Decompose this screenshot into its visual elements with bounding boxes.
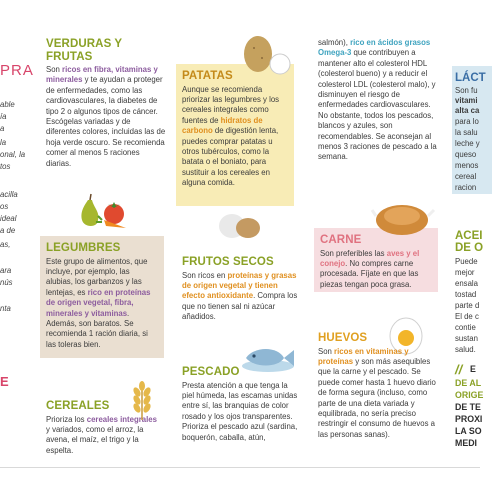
bottom-divider <box>0 467 480 468</box>
section-title: LEGUMBRES <box>46 242 121 254</box>
right-fragment: contie <box>455 323 476 332</box>
section-body: Presta atención a que tenga la piel húmeda, las escamas unidas entre sí, las branquias de color rosado y los ojos transparentes. Prioriza el pescado azul (sardina, boquerón, caballa, atún, <box>182 380 298 442</box>
quote-line: PROXI <box>455 414 483 424</box>
quote-line: E <box>470 364 476 374</box>
section-title: VERDURAS Y FRUTAS <box>46 38 123 63</box>
right-fragment: cereal <box>455 172 477 181</box>
section-body: Prioriza los cereales integrales y variados, como el arroz, la avena, el maíz, el trigo y la espelta. <box>46 414 157 455</box>
section-body: salmón), rico en ácidos grasos Omega-3 que contribuyen a mantener alto el colesterol HDL (colesterol bueno) y a reducir el colesterol LDL (colesterol malo), y disminuyen el riesgo de enfermedades cardiovasculares. No obstante, todos los pescados, blancos y azules, son recomendables. Se aconsejan al menos 3 raciones de pescado a la semana. <box>318 38 437 162</box>
section-body: Son ricos en fibra, vitaminas y minerales y te ayudan a proteger de enfermedades, como las cardiovasculares, la diabetes de tipo 2 o algunos tipos de cáncer. Escógelas variadas y de diferentes colores, incluidas las de hoja verde oscuro. Se recomienda comer al menos 5 raciones diarias. <box>46 65 166 168</box>
right-fragment: la salu <box>455 128 478 137</box>
right-fragment: racion <box>455 183 477 192</box>
section-carne <box>314 228 438 292</box>
section-patatas <box>176 64 294 206</box>
section-body: Este grupo de alimentos, que incluye, por ejemplo, las alubias, los garbanzos y las lentejas, es rico en proteínas de origen vegetal, fibra, minerales y vitaminas. Además, son baratos. Se recomienda 1 ración diaria, si las toleras bien. <box>46 256 151 349</box>
right-fragment: para lo <box>455 117 479 126</box>
section-frutos-secos <box>182 256 300 323</box>
section-body: Aunque se recomienda priorizar las legumbres y los cereales integrales como fuentes de hidratos de carbono de digestión lenta, puedes comprar patatas u otros tubérculos, como la batata o el boniato, para sustituir a los cereales en alguna comida. <box>182 84 280 188</box>
left-fragment: la <box>0 138 7 147</box>
right-fragment: salud. <box>455 345 476 354</box>
section-title: CARNE <box>320 234 362 246</box>
left-fragment: os <box>0 202 9 211</box>
quote-line: LA SO <box>455 426 482 436</box>
right-fragment: parte d <box>455 301 480 310</box>
section-huevos <box>318 332 444 440</box>
section-body: Son ricos en vitaminas y proteínas y son más asequibles que la carne y el pescado. Se puede comer hasta 1 huevo diario de forma segura (incluso, como parte de una dieta variada y equilibrada, no sería preciso restringir el consumo de huevos a las personas sanas). <box>318 346 436 439</box>
right-fragment: menos <box>455 161 479 170</box>
section-title: PATATAS <box>182 70 233 82</box>
left-fragment: ía <box>0 112 7 121</box>
wheat-icon <box>126 378 158 422</box>
left-fragment: nús <box>0 278 13 287</box>
quote-line: DE AL <box>455 378 482 388</box>
section-verduras-frutas <box>46 38 166 169</box>
right-fragment: vitami <box>455 96 478 105</box>
left-title-fragment: PRA <box>0 62 34 79</box>
right-fragment: leche y <box>455 139 480 148</box>
section-title: HUEVOS <box>318 332 368 344</box>
right-fragment: alta ca <box>455 106 480 115</box>
right-fragment: Son fu <box>455 86 478 95</box>
right-fragment: Puede <box>455 257 478 266</box>
section-title: FRUTOS SECOS <box>182 256 274 268</box>
quote-line: MEDI <box>455 438 477 448</box>
left-fragment: as, <box>0 240 11 249</box>
quote-mark: // <box>455 362 463 377</box>
left-fragment: acilla <box>0 190 18 199</box>
left-red-fragment: E <box>0 374 9 389</box>
left-fragment: a <box>0 124 5 133</box>
right-fragment: sustan <box>455 334 478 343</box>
left-fragment: ara <box>0 266 12 275</box>
section-title: PESCADO <box>182 366 240 378</box>
section-lacteos-title: LÁCT <box>455 72 486 84</box>
left-fragment: a de <box>0 226 16 235</box>
right-fragment: tostad <box>455 290 477 299</box>
section-aceite-title: ACEI <box>455 230 483 242</box>
left-fragment: able <box>0 100 15 109</box>
right-fragment: queso <box>455 150 477 159</box>
right-fragment: mejor <box>455 268 475 277</box>
quote-line: DE TE <box>455 402 481 412</box>
quote-line: ORIGE <box>455 390 484 400</box>
section-legumbres <box>40 236 164 358</box>
section-pescado <box>182 366 298 443</box>
section-title: CEREALES <box>46 400 110 412</box>
left-fragment: ideal <box>0 214 17 223</box>
potatoes-icon <box>236 32 296 76</box>
section-body: Son preferibles las aves y el conejo. No compres carne procesada. Fíjate en que las piezas tengan poca grasa. <box>320 248 420 289</box>
vegetables-illustration-icon <box>74 190 134 230</box>
section-aceite-title: DE O <box>455 242 484 254</box>
right-fragment: El de c <box>455 312 479 321</box>
left-fragment: tos <box>0 162 11 171</box>
nuts-icon <box>218 210 262 240</box>
left-fragment: onal, la <box>0 150 26 159</box>
left-fragment: nta <box>0 304 11 313</box>
left-cut-column <box>0 0 34 480</box>
section-pescado-continued <box>318 38 438 163</box>
section-body: Son ricos en proteínas y grasas de origen vegetal y tienen efecto antioxidante. Compra los que no tienen sal ni azúcar añadidos. <box>182 270 298 322</box>
right-fragment: ensala <box>455 279 478 288</box>
roast-chicken-icon <box>372 196 434 236</box>
